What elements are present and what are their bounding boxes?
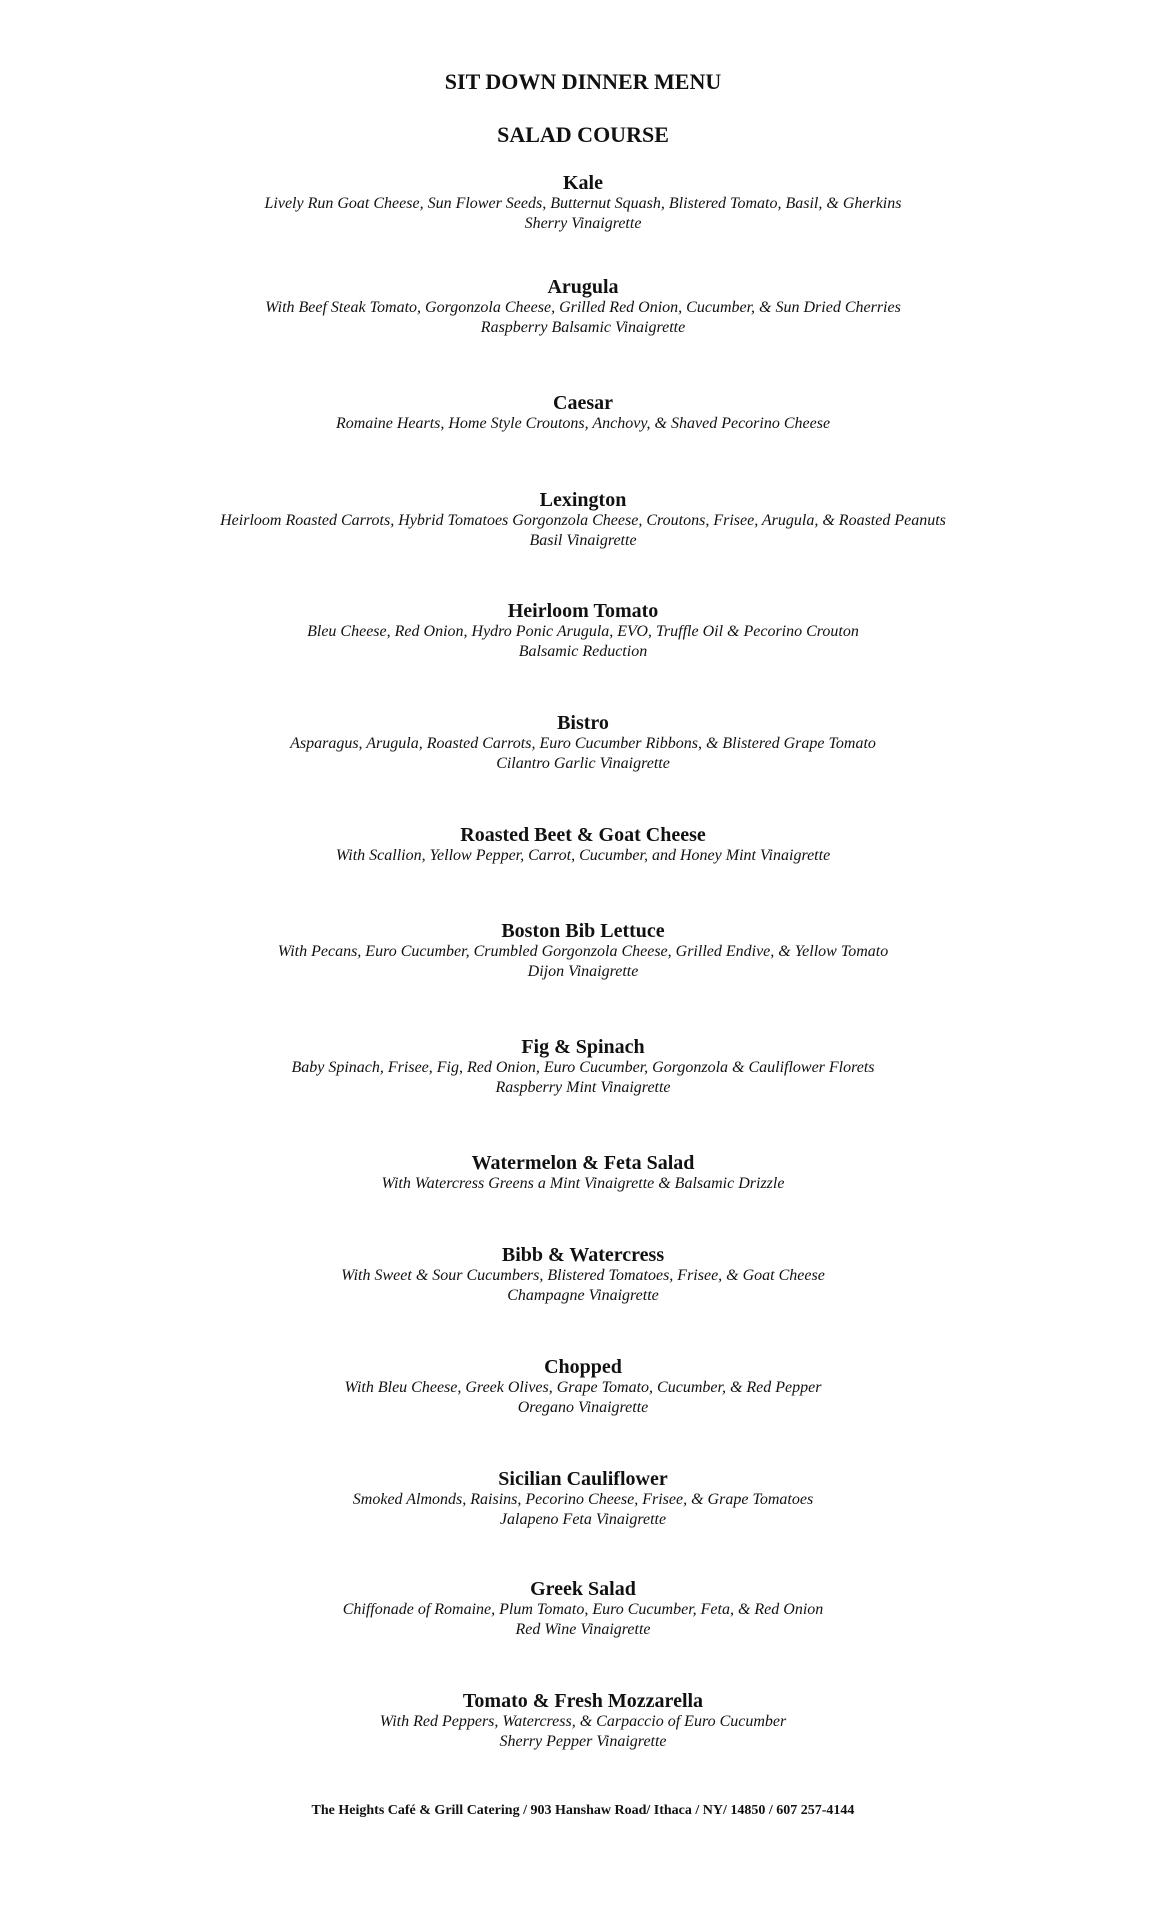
item-dressing: Red Wine Vinaigrette (515, 1621, 651, 1638)
item-name: Arugula (547, 276, 619, 298)
item-dressing: Sherry Pepper Vinaigrette (499, 1733, 667, 1750)
item-dressing: Champagne Vinaigrette (507, 1287, 659, 1304)
item-description: Asparagus, Arugula, Roasted Carrots, Euro Cucumber Ribbons, & Blistered Grape Tomato (290, 735, 876, 752)
item-dressing: Jalapeno Feta Vinaigrette (499, 1511, 667, 1528)
item-name: Fig & Spinach (521, 1036, 645, 1058)
menu-item-watermelon-feta-salad (0, 1152, 1166, 1194)
item-description: Bleu Cheese, Red Onion, Hydro Ponic Arugula, EVO, Truffle Oil & Pecorino Crouton (307, 623, 859, 640)
item-description: With Sweet & Sour Cucumbers, Blistered Tomatoes, Frisee, & Goat Cheese (341, 1267, 825, 1284)
item-dressing: Balsamic Reduction (518, 643, 648, 660)
menu-item-tomato-fresh-mozzarella (0, 1690, 1166, 1752)
menu-item-fig-spinach (0, 1036, 1166, 1098)
menu-item-lexington (0, 489, 1166, 551)
item-name: Watermelon & Feta Salad (471, 1152, 695, 1174)
item-dressing: Raspberry Mint Vinaigrette (495, 1079, 671, 1096)
item-description: With Scallion, Yellow Pepper, Carrot, Cucumber, and Honey Mint Vinaigrette (335, 847, 831, 864)
item-name: Lexington (539, 489, 627, 511)
item-name: Chopped (544, 1356, 622, 1378)
item-name: Boston Bib Lettuce (501, 920, 665, 942)
item-description: With Watercress Greens a Mint Vinaigrette & Balsamic Drizzle (381, 1175, 785, 1192)
item-description: Chiffonade of Romaine, Plum Tomato, Euro Cucumber, Feta, & Red Onion (342, 1601, 824, 1618)
item-description: With Beef Steak Tomato, Gorgonzola Cheese, Grilled Red Onion, Cucumber, & Sun Dried Cherries (265, 299, 901, 316)
item-name: Bibb & Watercress (501, 1244, 665, 1266)
menu-item-arugula (0, 276, 1166, 338)
menu-item-roasted-beet-goat-cheese (0, 824, 1166, 866)
menu-item-chopped (0, 1356, 1166, 1418)
item-name: Greek Salad (530, 1578, 636, 1600)
item-name: Bistro (557, 712, 609, 734)
item-dressing: Cilantro Garlic Vinaigrette (496, 755, 670, 772)
item-description: Lively Run Goat Cheese, Sun Flower Seeds, Butternut Squash, Blistered Tomato, Basil, & Gherkins (264, 195, 902, 212)
course-title: SALAD COURSE (497, 122, 669, 147)
menu-item-kale (0, 172, 1166, 234)
item-name: Heirloom Tomato (507, 600, 659, 622)
item-dressing: Basil Vinaigrette (529, 532, 637, 549)
item-description: Smoked Almonds, Raisins, Pecorino Cheese, Frisee, & Grape Tomatoes (352, 1491, 814, 1508)
item-name: Tomato & Fresh Mozzarella (462, 1690, 704, 1712)
menu-item-bistro (0, 712, 1166, 774)
menu-item-caesar (0, 392, 1166, 434)
item-dressing: Oregano Vinaigrette (517, 1399, 649, 1416)
item-description: With Red Peppers, Watercress, & Carpaccio of Euro Cucumber (379, 1713, 787, 1730)
item-description: Heirloom Roasted Carrots, Hybrid Tomatoes Gorgonzola Cheese, Croutons, Frisee, Arugula, & Roasted Peanuts (220, 512, 946, 529)
item-description: With Pecans, Euro Cucumber, Crumbled Gorgonzola Cheese, Grilled Endive, & Yellow Tomato (277, 943, 889, 960)
menu-item-bibb-watercress (0, 1244, 1166, 1306)
menu-item-sicilian-cauliflower (0, 1468, 1166, 1530)
item-description: Romaine Hearts, Home Style Croutons, Anchovy, & Shaved Pecorino Cheese (335, 415, 831, 432)
menu-item-boston-bib-lettuce (0, 920, 1166, 982)
item-name: Kale (563, 172, 603, 194)
item-dressing: Dijon Vinaigrette (527, 963, 639, 980)
item-dressing: Sherry Vinaigrette (524, 215, 642, 232)
menu-item-heirloom-tomato (0, 600, 1166, 662)
menu-item-greek-salad (0, 1578, 1166, 1640)
item-description: Baby Spinach, Frisee, Fig, Red Onion, Euro Cucumber, Gorgonzola & Cauliflower Florets (291, 1059, 875, 1076)
item-description: With Bleu Cheese, Greek Olives, Grape Tomato, Cucumber, & Red Pepper (344, 1379, 822, 1396)
item-dressing: Raspberry Balsamic Vinaigrette (480, 319, 686, 336)
item-name: Roasted Beet & Goat Cheese (460, 824, 706, 846)
item-name: Sicilian Cauliflower (498, 1468, 668, 1490)
footer-contact: The Heights Café & Grill Catering / 903 Hanshaw Road/ Ithaca / NY/ 14850 / 607 257-4144 (311, 1803, 855, 1818)
item-name: Caesar (553, 392, 613, 414)
menu-title: SIT DOWN DINNER MENU (444, 69, 722, 94)
